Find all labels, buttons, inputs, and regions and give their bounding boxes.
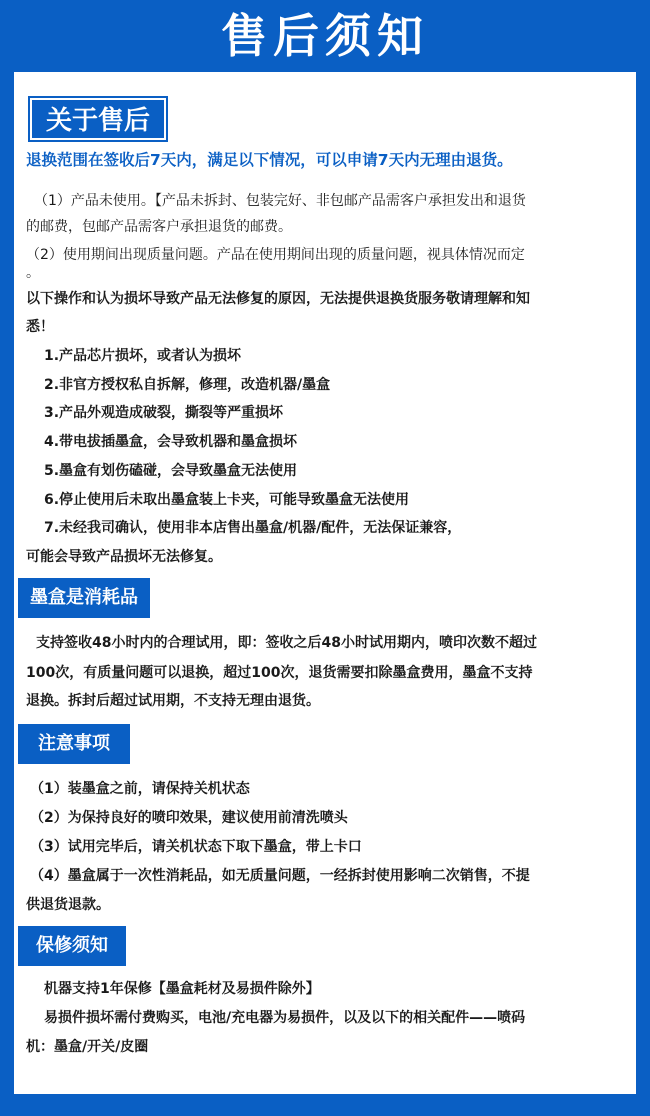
consumable-line-3: 退换。拆封后超过试用期，不支持无理由退货。 [26,693,320,709]
section-heading-consumable: 墨盒是消耗品 [18,578,150,618]
condition-2-line-2: 。 [26,265,40,281]
consumable-line-1: 支持签收48小时内的合理试用，即：签收之后48小时试用期内，喷印次数不超过 [36,635,537,651]
list-item: 7.未经我司确认，使用非本店售出墨盒/机器/配件，无法保证兼容， [44,520,462,536]
list-item: 5.墨盒有划伤磕碰，会导致墨盒无法使用 [44,463,298,479]
condition-2-line-1: （2）使用期间出现质量问题。产品在使用期间出现的质量问题，视具体情况而定 [26,247,525,263]
warranty-line-3: 机：墨盒/开关/皮圈 [26,1039,149,1055]
content-panel [14,72,636,1094]
list-item: 4.带电拔插墨盒，会导致机器和墨盒损坏 [44,434,298,450]
section-heading-after-sales: 关于售后 [30,98,166,140]
list-item: 2.非官方授权私自拆解，修理，改造机器/墨盒 [44,377,331,393]
note-item: （3）试用完毕后，请关机状态下取下墨盒，带上卡口 [30,839,362,855]
consumable-line-2: 100次，有质量问题可以退换，超过100次，退货需要扣除墨盒费用，墨盒不支持 [26,665,533,681]
section-heading-notes: 注意事项 [18,724,130,764]
page-title: 售后须知 [221,9,429,63]
list-item: 3.产品外观造成破裂，撕裂等严重损坏 [44,405,284,421]
note-item-continuation: 供退货退款。 [26,897,110,913]
warranty-line-2: 易损件损坏需付费购买，电池/充电器为易损件，以及以下的相关配件——喷码 [44,1010,526,1026]
note-item: （4）墨盒属于一次性消耗品，如无质量问题，一经拆封使用影响二次销售，不提 [30,868,530,884]
after-sales-intro: 退换范围在签收后7天内，满足以下情况，可以申请7天内无理由退货。 [26,151,513,169]
list-item: 1.产品芯片损坏，或者认为损坏 [44,348,242,364]
warning-line-1: 以下操作和认为损坏导致产品无法修复的原因，无法提供退换货服务敬请理解和知 [26,291,530,307]
warranty-line-1: 机器支持1年保修【墨盒耗材及易损件除外】 [44,981,320,997]
list-item-continuation: 可能会导致产品损坏无法修复。 [26,549,222,565]
section-heading-warranty: 保修须知 [18,926,126,966]
condition-1-line-2: 的邮费，包邮产品需客户承担退货的邮费。 [26,219,292,235]
warning-line-2: 悉！ [26,319,54,335]
list-item: 6.停止使用后未取出墨盒装上卡夹，可能导致墨盒无法使用 [44,492,410,508]
condition-1-line-1: （1）产品未使用。【产品未拆封、包装完好、非包邮产品需客户承担发出和退货 [34,193,526,209]
note-item: （2）为保持良好的喷印效果，建议使用前清洗喷头 [30,810,348,826]
note-item: （1）装墨盒之前，请保持关机状态 [30,781,250,797]
